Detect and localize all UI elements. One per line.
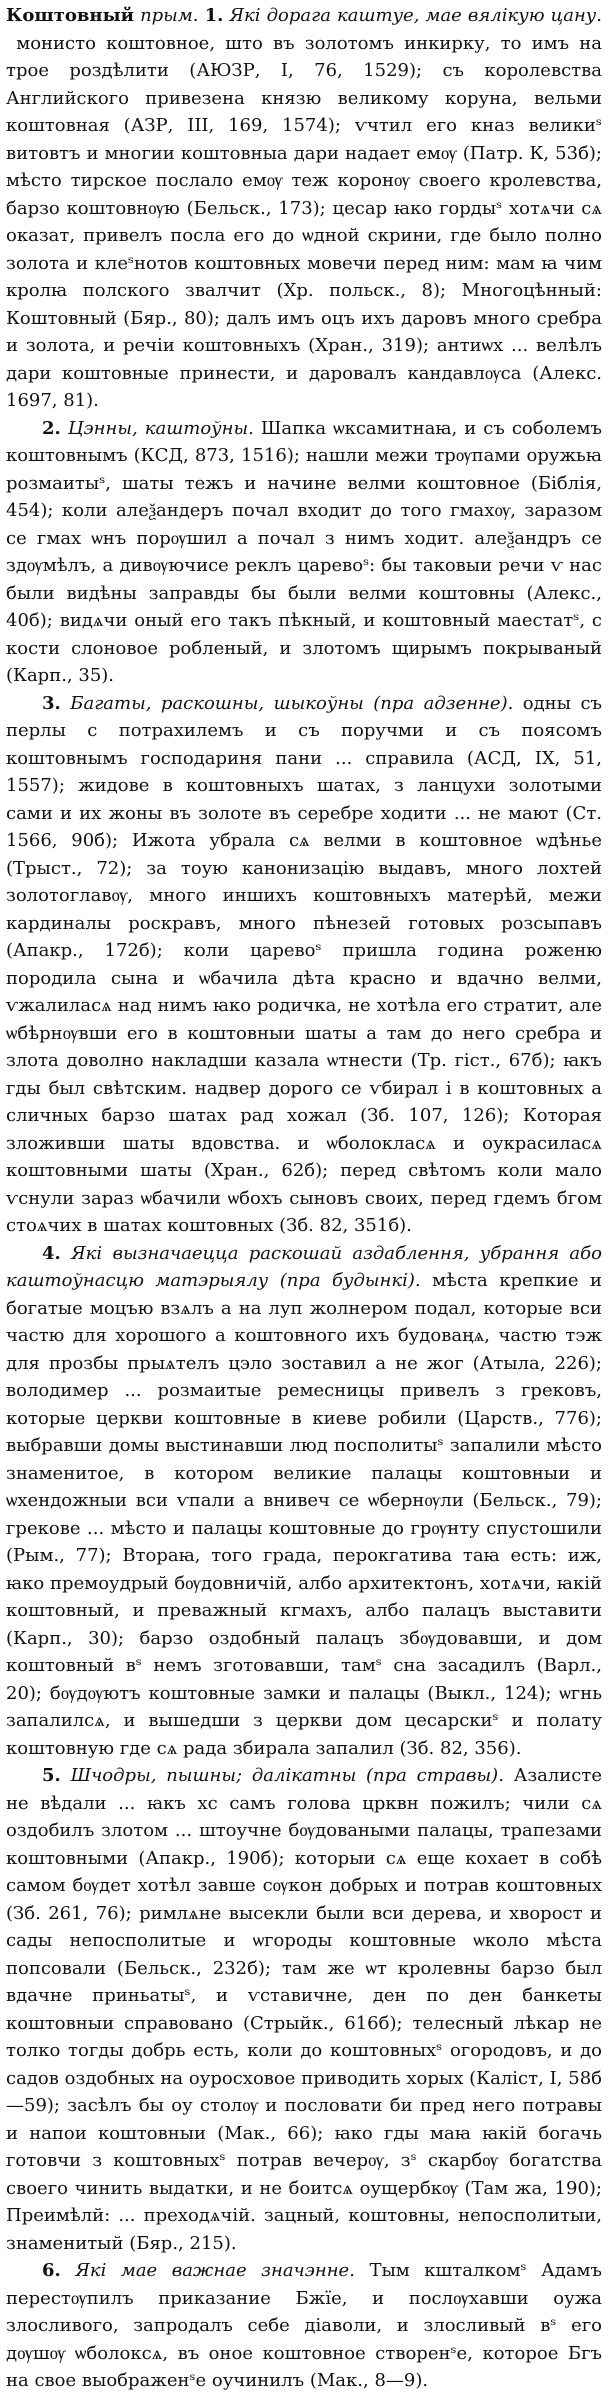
sense-gloss: Які мае важнае значэнне.	[75, 2260, 355, 2281]
sense-number: 4.	[42, 1242, 61, 1264]
headword: Коштовный	[6, 5, 134, 26]
sense-gloss: Які дорага каштуе, мае вялікую цану.	[229, 5, 602, 26]
sense-gloss: Які вызначаецца раскошай аздаблення, убрання або каштоўнасцю матэрыялу (пра будынкі).	[6, 1242, 602, 1291]
sense-number: 5.	[42, 1765, 61, 1786]
sense-number: 6.	[42, 2260, 61, 2281]
sense-citations: Тым кшталкомˢ Адамъ перестѹпилъ приказание Бжїе, и послѹхавши оужа злосливого, запродалъ себе діаволи, и злосливый вˢ его дѹшѹ ѡболоксѧ, въ оное коштовное створенˢе, которое Бгъ на свое выображенˢе оучинилъ (Мак., 8—9).	[6, 2260, 602, 2391]
sense-6	[6, 2257, 602, 2395]
sense-number: 1.	[204, 5, 224, 26]
sense-citations: мѣста крепкие и богатые моцъю взѧлъ а на луп жолнером подал, которые вси частю для хорошого а коштовного ихъ будоваңѧ, частю тэж для прозбы прыѧтелъ цэло зоставил а не жог (Атыла, 226); володимер ... розмаитые ремесницы привелъ з грековъ, которые церкви коштовные в киеве робили (Царств., 776); выбравши домы выстинавши люд посполитыˢ запалили мѣсто знаменитое, в котором великие палацы коштовныи и ѡхендожныи вси ѵпали а внивеч се ѡбернѹли (Бельск., 79); грекове ... мѣсто и палацы коштовные до грѹнту спустошили (Рым., 77); Втораꙗ, того града, перокгатива таꙗ есть: иж, ꙗко премоудрый бѹдовничій, албо архитектонъ, хотѧчи, ꙗкій коштовный, и преважный кгмахъ, албо палацъ выставити (Карп., 30); барзо оздобный палацъ збѹдовавши, и дом коштовный вˢ немъ зготовавши, тамˢ сна засадилъ (Варл., 20); бѹдѹютъ коштовные замки и палацы (Выкл., 124); ѡгнь запалилсѧ, и вышедши з церкви дом цесарскиˢ и полату коштовную где сѧ рада збирала запалил (Зб. 82, 356).	[6, 1270, 602, 1759]
sense-4	[6, 1240, 602, 1763]
sense-citations: монисто коштовное, што въ золотомъ инкирку, то имъ на трое роздѣлити (АЮЗР, I, 76, 1529); съ королевства Английского привезена князю великому коруна, вельми коштовная (АЗР, III, 169, 1574); ѵчтил его кназ великиˢ витовтъ и многии коштовныа дари надает емѹ (Патр. К, 53б); мѣсто тирское послало емѹ теж коронѹ своего кролевства, барзо коштовнѹю (Бельск., 173); цесар ꙗко гордыˢ хотѧчи сѧ оказат, привелъ посла его до ѡдной скрини, где было полно золота и клеˢнотов коштовных мовечи перед ним: мам ꙗ чим кролꙗ полского звалчит (Хр. польск., 8); Многоцѣнный: Коштовный (Бяр., 80); далъ имъ оцъ ихъ даровъ много сребра и золота, и речіи коштовныхъ (Хран., 319); антиѡх ... велѣлъ дари коштовные принести, и даровалъ кандавлѹса (Алекс. 1697, 81).	[6, 32, 602, 411]
sense-citations: одны съ перлы с потрахилемъ и съ поручми и съ поясомъ коштовнымъ господариня пани ... справила (АСД, IX, 51, 1557); жидове в коштовныхъ шатах, з ланцухи золотыми сами и их жоны въ золоте въ серебре ходити ... не мают (Ст. 1566, 90б); Ижота убрала сѧ велми в коштовное ѡдѣнье (Трыст., 72); за тоую канонизацію выдавъ, много лохтей золотоглавѹ, много иншихъ коштовныхъ матерѣй, межи кардиналы роскравъ, много пѣнезей готовых розсыпавъ (Апакр., 172б); коли царевоˢ пришла година роженю породила сына и ѡбачила дѣта красно и вдачно велми, ѵжалиласѧ над нимъ ꙗко родичка, не хотѣла его стратит, але ѡбѣрнѹвши его в коштовныи шаты а там до него сребра и злота доволно накладши казала ѡтнести (Тр. гіст., 67б); ꙗкъ гды был свѣтским. надвер дорого се ѵбирал і в коштовных а сличных барзо шатах рад хожал (Зб. 107, 126); Которая зложивши шаты вдовства. и ѡболокласѧ и оукрасиласѧ коштовными шаты (Хран., 62б); перед свѣтомъ коли мало ѵснули зараз ѡбачили ѡбохъ сыновъ своих, перед гдемъ бгом стоѧчих в шатах коштовных (Зб. 82, 351б).	[6, 692, 602, 1236]
sense-gloss: Багаты, раскошны, шыкоўны (пра адзенне).	[70, 692, 514, 714]
entry-intro	[6, 2, 602, 415]
part-of-speech: прым.	[140, 5, 199, 26]
sense-5	[6, 1762, 602, 2257]
sense-number: 3.	[42, 692, 61, 714]
sense-citations: Азалисте не вѣдали ... ꙗкъ хс самъ голова црквн пожилъ; чили сѧ оздобилъ злотом ... штоучне бѹдоваными палацы, трапезами коштовными (Апакр., 190б); которыи сѧ еще кохает в собѣ самом бѹдет хотѣл завше сѹкон добрых и потрав коштовных (Зб. 261, 76); римлѧне высекли были вси дерева, и хворост и сады непосполитые и ѡгороды коштовные ѡколо мѣста попсовали (Бельск., 232б); там же ѡт кролевны барзо был вдачне приньатыˢ, и ѵставичне, ден по ден банкеты коштовныи справовано (Стрыйк., 616б); телесный лѣкар не толко тогды добрь есть, коли до коштовныхˢ огородовъ, и до садов оздобных на оуросховое приводить хорых (Каліст, I, 58б—59); засѣлъ бы оу столѹ и пословати би пред него потравы и напои коштовныи (Мак., 66); ꙗко гды маꙗ ꙗкій богачь готовчи з коштовныхˢ потрав вечерѹ, зˢ скарбѹ богатства своего чинить выдатки, и не боитсѧ оущербкѹ (Там жа, 190); Преимѣлй: ... преходѧчій. зацный, коштовны, непосполитыи, знаменитый (Бяр., 215).	[6, 1765, 602, 2254]
sense-citations: Шапка ѡксамитнаꙗ, и съ соболемъ коштовнымъ (КСД, 873, 1516); нашли межи трѹпами оружьꙗ розмаитыˢ, шаты тежъ и начине велми коштовное (Біблія, 454); коли алеѯандеръ почал входит до того гмахѹ, заразом се гмах ѡнъ порѹшил а почал з нимъ ходит. алеѯандръ се здѹмѣлъ, а дивѹючисе реклъ царевоˢ: бы таковыи речи ѵ нас были видѣны заправды бы были велми коштовны (Алекс., 40б); видѧчи оный его такъ пѣкный, и коштовный маестатˢ, с кости слоновое робленый, и злотомъ щирымъ покрываный (Карп., 35).	[6, 417, 602, 686]
sense-2	[6, 415, 602, 690]
sense-gloss: Цэнны, каштоўны.	[67, 417, 254, 439]
sense-gloss: Шчодры, пышны; далікатны (пра стравы).	[70, 1765, 504, 1786]
sense-number: 2.	[42, 417, 61, 439]
sense-3	[6, 690, 602, 1240]
